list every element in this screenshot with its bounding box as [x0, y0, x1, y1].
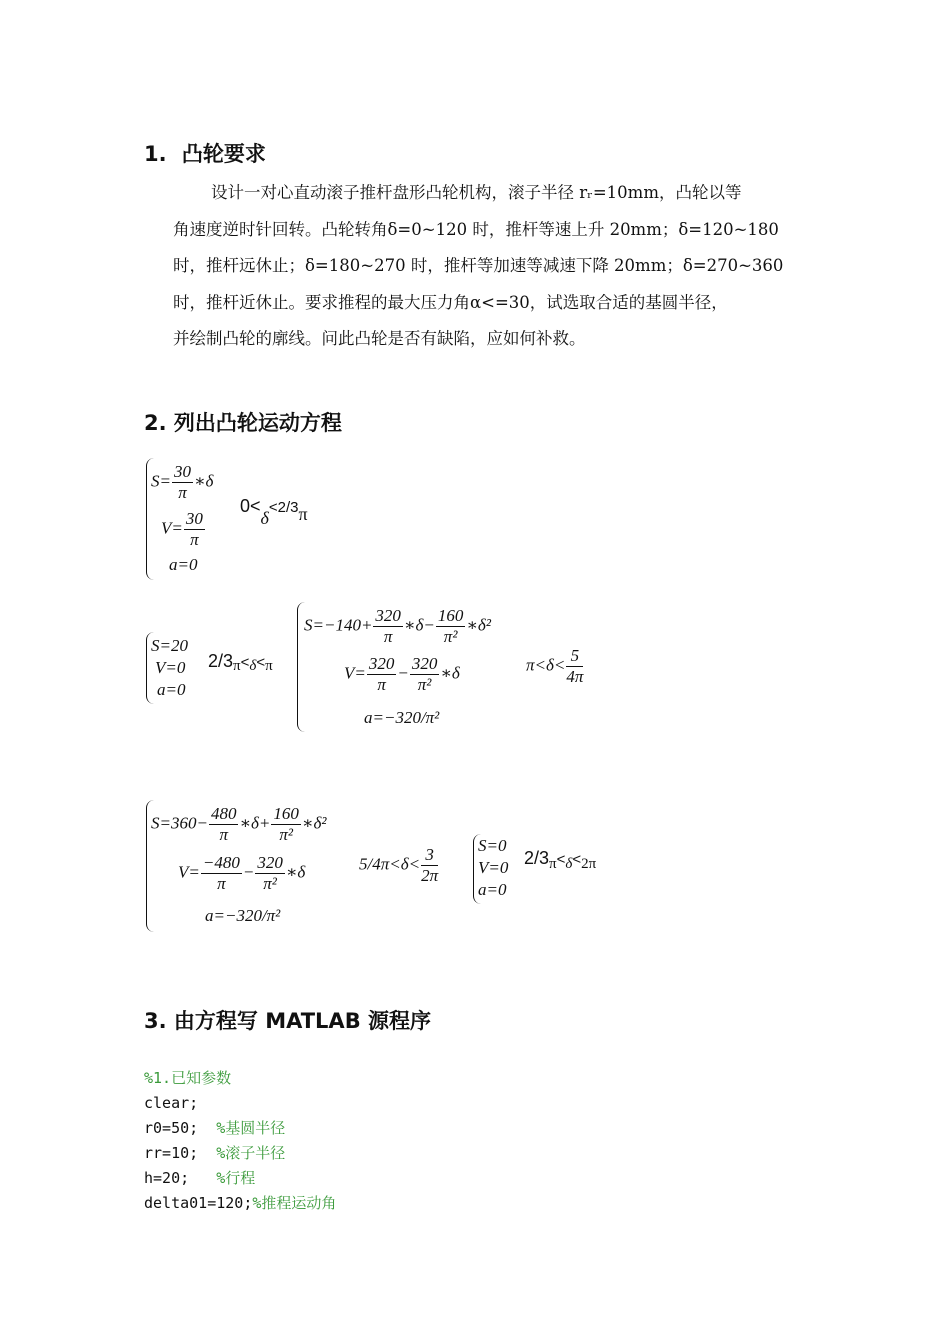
code-line: r0=50; %基圆半径 [144, 1119, 286, 1137]
eq1-a: a=0 [169, 555, 198, 574]
code-line: %1.已知参数 [144, 1069, 232, 1087]
eq2-a: a=0 [157, 680, 186, 699]
cond-4: 5/4π<δ< $\frac{3}{2\pi}$ [359, 845, 439, 885]
eq3-s: S=−140+ $\frac{320}{\pi}$ ∗δ− $\frac{160}{\text{π²}}$ ∗δ² [304, 606, 491, 646]
eq4-a: a=−320/π² [205, 906, 281, 925]
eq3-a: a=−320/π² [364, 708, 440, 727]
cond-3: π<δ< $\frac{5}{4\pi}$ [526, 646, 584, 686]
problem-line-3: 时，推杆远休止；δ=180~270 时，推杆等加速等减速下降 20mm；δ=270~360 [173, 256, 784, 275]
matlab-code-block [144, 1066, 336, 1216]
eq5-v: V=0 [478, 858, 509, 877]
eq3-v: V= $\frac{320}{\pi}$ − $\frac{320}{\text{π²}}$ ∗δ [344, 654, 460, 694]
eq4-s: S=360− $\frac{480}{\pi}$ ∗δ+ $\frac{160}{\text{π²}}$ ∗δ² [151, 804, 327, 844]
problem-line-2: 角速度逆时针回转。凸轮转角δ=0~120 时，推杆等速上升 20mm；δ=120~180 [173, 219, 779, 239]
eq4-v: V= $\frac{-480}{\pi}$ − $\frac{320}{\text{π²}}$ ∗δ [178, 853, 306, 893]
code-line: delta01=120;%推程运动角 [144, 1194, 337, 1212]
eq1-s: S= $\frac{30}{\pi}$ ∗δ [151, 462, 214, 502]
section1-heading [144, 138, 266, 168]
problem-line-4: 时，推杆近休止。要求推程的最大压力角α<=30，试选取合适的基圆半径， [173, 292, 728, 312]
eq5-s: S=0 [478, 836, 507, 855]
problem-statement [173, 175, 813, 358]
cond-1: 0<δ<2/3π [240, 496, 308, 528]
code-line: clear; [144, 1094, 199, 1112]
cond-5: $2/3_\pi<_\delta<_{2\pi}$ [524, 848, 597, 872]
code-line: rr=10; %滚子半径 [144, 1144, 286, 1162]
section1-title: 凸轮要求 [181, 142, 266, 166]
eq5-a: a=0 [478, 880, 507, 899]
eq2-s: S=20 [151, 636, 188, 655]
section2-heading: 2. 列出凸轮运动方程 [144, 411, 342, 435]
problem-line-1: 设计一对心直动滚子推杆盘形凸轮机构，滚子半径 rᵣ=10mm，凸轮以等 [211, 183, 742, 202]
eq2-v: V=0 [155, 658, 186, 677]
problem-line-5: 并绘制凸轮的廓线。问此凸轮是否有缺陷，应如何补救。 [173, 329, 586, 348]
code-line: h=20; %行程 [144, 1169, 256, 1187]
section1-number: 1. [144, 142, 167, 166]
cond-2: 2/3π<δ<π [208, 651, 273, 674]
section3-heading: 3. 由方程写 MATLAB 源程序 [144, 1009, 432, 1033]
eq1-v: V= $\frac{30}{\pi}$ [161, 509, 203, 549]
